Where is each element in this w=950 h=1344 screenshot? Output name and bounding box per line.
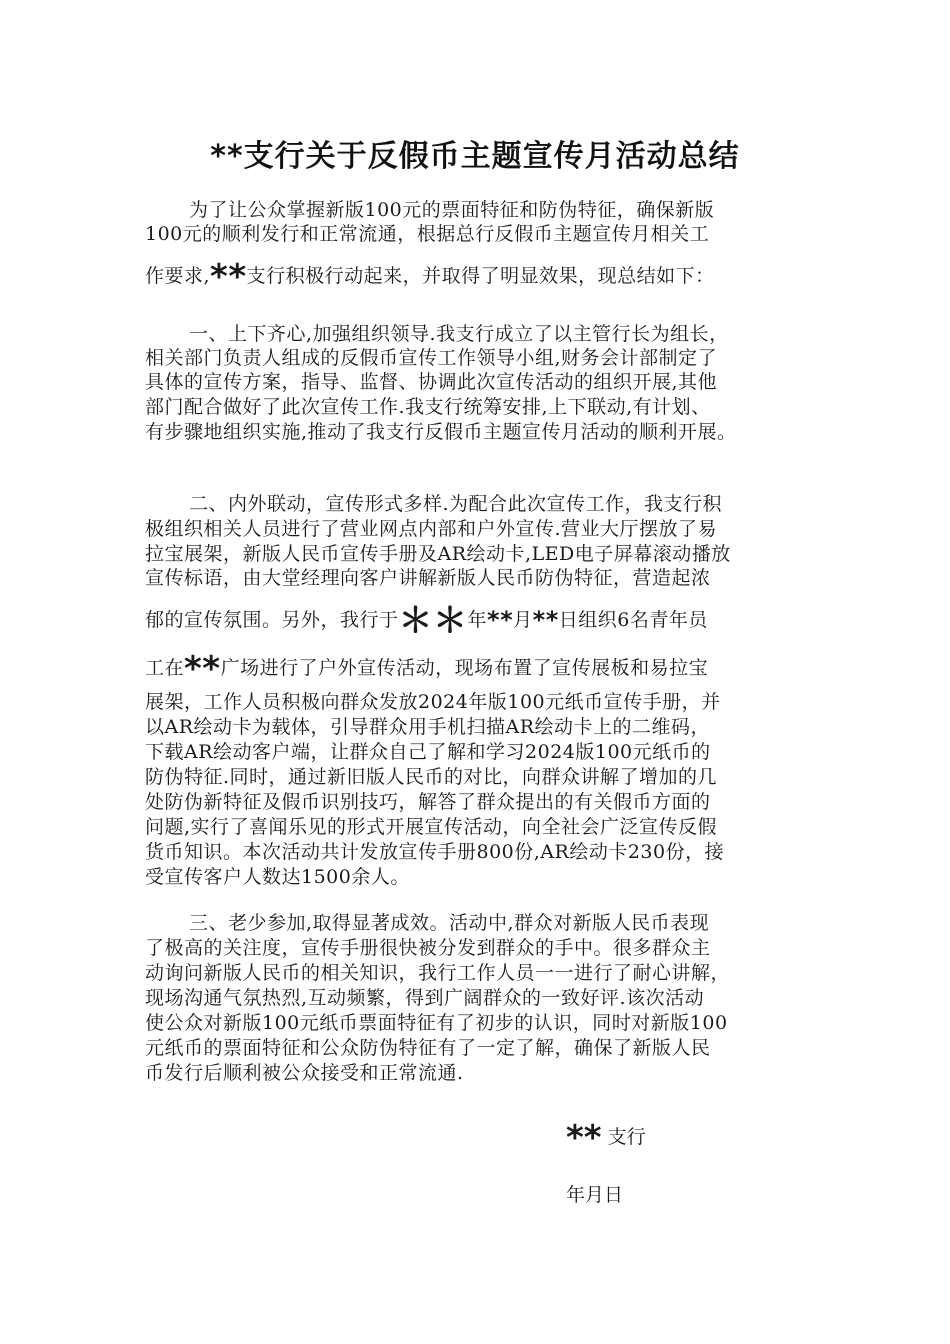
signature-date: 年月日 <box>566 1184 624 1206</box>
section2-line-13: 货币知识。本次活动共计发放宣传手册800份,AR绘动卡230份，接 <box>145 841 725 863</box>
section2-line-2: 极组织相关人员进行了营业网点内部和户外宣传.营业大厅摆放了易 <box>145 518 718 540</box>
intro-line-1: 为了让公众掌握新版100元的票面特征和防伪特征，确保新版 <box>189 199 715 221</box>
section1-line-3: 具体的宣传方案，指导、监督、协调此次宣传活动的组织开展,其他 <box>145 371 718 393</box>
document-title: **支行关于反假币主题宣传月活动总结 <box>210 139 740 174</box>
section2-text: 日组织6名青年员 <box>558 609 708 631</box>
intro-text: 支行积极行动起来，并取得了明显效果，现总结如下： <box>246 265 715 287</box>
section3-line-3: 动询问新版人民币的相关知识，我行工作人员一一进行了耐心讲解， <box>145 962 731 984</box>
intro-text: 作要求, <box>145 265 211 287</box>
section2-line-10: 防伪特征.同时，通过新旧版人民币的对比，向群众讲解了增加的几 <box>145 766 718 788</box>
signature-org <box>566 1118 646 1158</box>
section3-line-7: 币发行后顺利被公众接受和正常流通. <box>145 1062 464 1084</box>
masked-day: ** <box>532 606 559 634</box>
section3-line-1: 三、老少参加,取得显著成效。活动中,群众对新版人民币表现 <box>189 912 710 934</box>
masked-branch-name: ** <box>210 257 247 297</box>
section2-text: 郁的宣传氛围。另外，我行于 <box>145 609 399 631</box>
section2-line-6 <box>145 649 709 689</box>
section2-line-5 <box>145 601 708 641</box>
signature-org-label: 支行 <box>607 1126 646 1148</box>
section2-text: 月 <box>513 609 533 631</box>
section2-line-12: 问题,实行了喜闻乐见的形式开展宣传活动，向全社会广泛宣传反假 <box>145 816 718 838</box>
masked-month: ** <box>487 606 514 634</box>
section2-line-1: 二、内外联动，宣传形式多样.为配合此次宣传工作，我支行积 <box>189 493 723 515</box>
section3-line-4: 现场沟通气氛热烈,互动频繁，得到广阔群众的一致好评.该次活动 <box>145 987 705 1009</box>
masked-plaza-name: ** <box>184 649 221 689</box>
section2-text: 广场进行了户外宣传活动，现场布置了宣传展板和易拉宝 <box>220 657 709 679</box>
section1-line-4: 部门配合做好了此次宣传工作.我支行统筹安排,上下联动,有计划、 <box>145 396 711 418</box>
section1-line-5: 有步骤地组织实施,推动了我支行反假币主题宣传月活动的顺利开展。 <box>145 421 737 443</box>
section2-line-8: 以AR绘动卡为载体，引导群众用手机扫描AR绘动卡上的二维码， <box>145 716 711 738</box>
section2-line-11: 处防伪新特征及假币识别技巧，解答了群众提出的有关假币方面的 <box>145 791 711 813</box>
section2-line-3: 拉宝展架，新版人民币宣传手册及AR绘动卡,LED电子屏幕滚动播放 <box>145 543 731 565</box>
section1-line-1: 一、上下齐心,加强组织领导.我支行成立了以主管行长为组长， <box>189 323 729 345</box>
section2-text: 年 <box>467 609 488 631</box>
intro-line-2: 100元的顺利发行和正常流通，根据总行反假币主题宣传月相关工 <box>145 223 710 245</box>
section3-line-5: 使公众对新版100元纸币票面特征有了初步的认识，同时对新版100 <box>145 1012 728 1034</box>
section3-line-6: 元纸币的票面特征和公众防伪特征有了一定了解，确保了新版人民 <box>145 1037 711 1059</box>
intro-line-3 <box>145 257 715 297</box>
section1-line-2: 相关部门负责人组成的反假币宣传工作领导小组,财务会计部制定了 <box>145 347 718 369</box>
section2-line-9: 下载AR绘动客户端，让群众自己了解和学习2024版100元纸币的 <box>145 741 711 763</box>
section2-line-4: 宣传标语，由大堂经理向客户讲解新版人民币防伪特征，营造起浓 <box>145 567 711 589</box>
section2-line-7: 展架，工作人员积极向群众发放2024年版100元纸币宣传手册，并 <box>145 691 721 713</box>
masked-branch-name: ** <box>566 1118 602 1158</box>
section2-line-14: 受宣传客户人数达1500余人。 <box>145 866 410 888</box>
section3-line-2: 了极高的关注度，宣传手册很快被分发到群众的手中。很多群众主 <box>145 937 711 959</box>
masked-year: ＊＊ <box>398 601 468 641</box>
section2-text: 工在 <box>145 657 185 679</box>
